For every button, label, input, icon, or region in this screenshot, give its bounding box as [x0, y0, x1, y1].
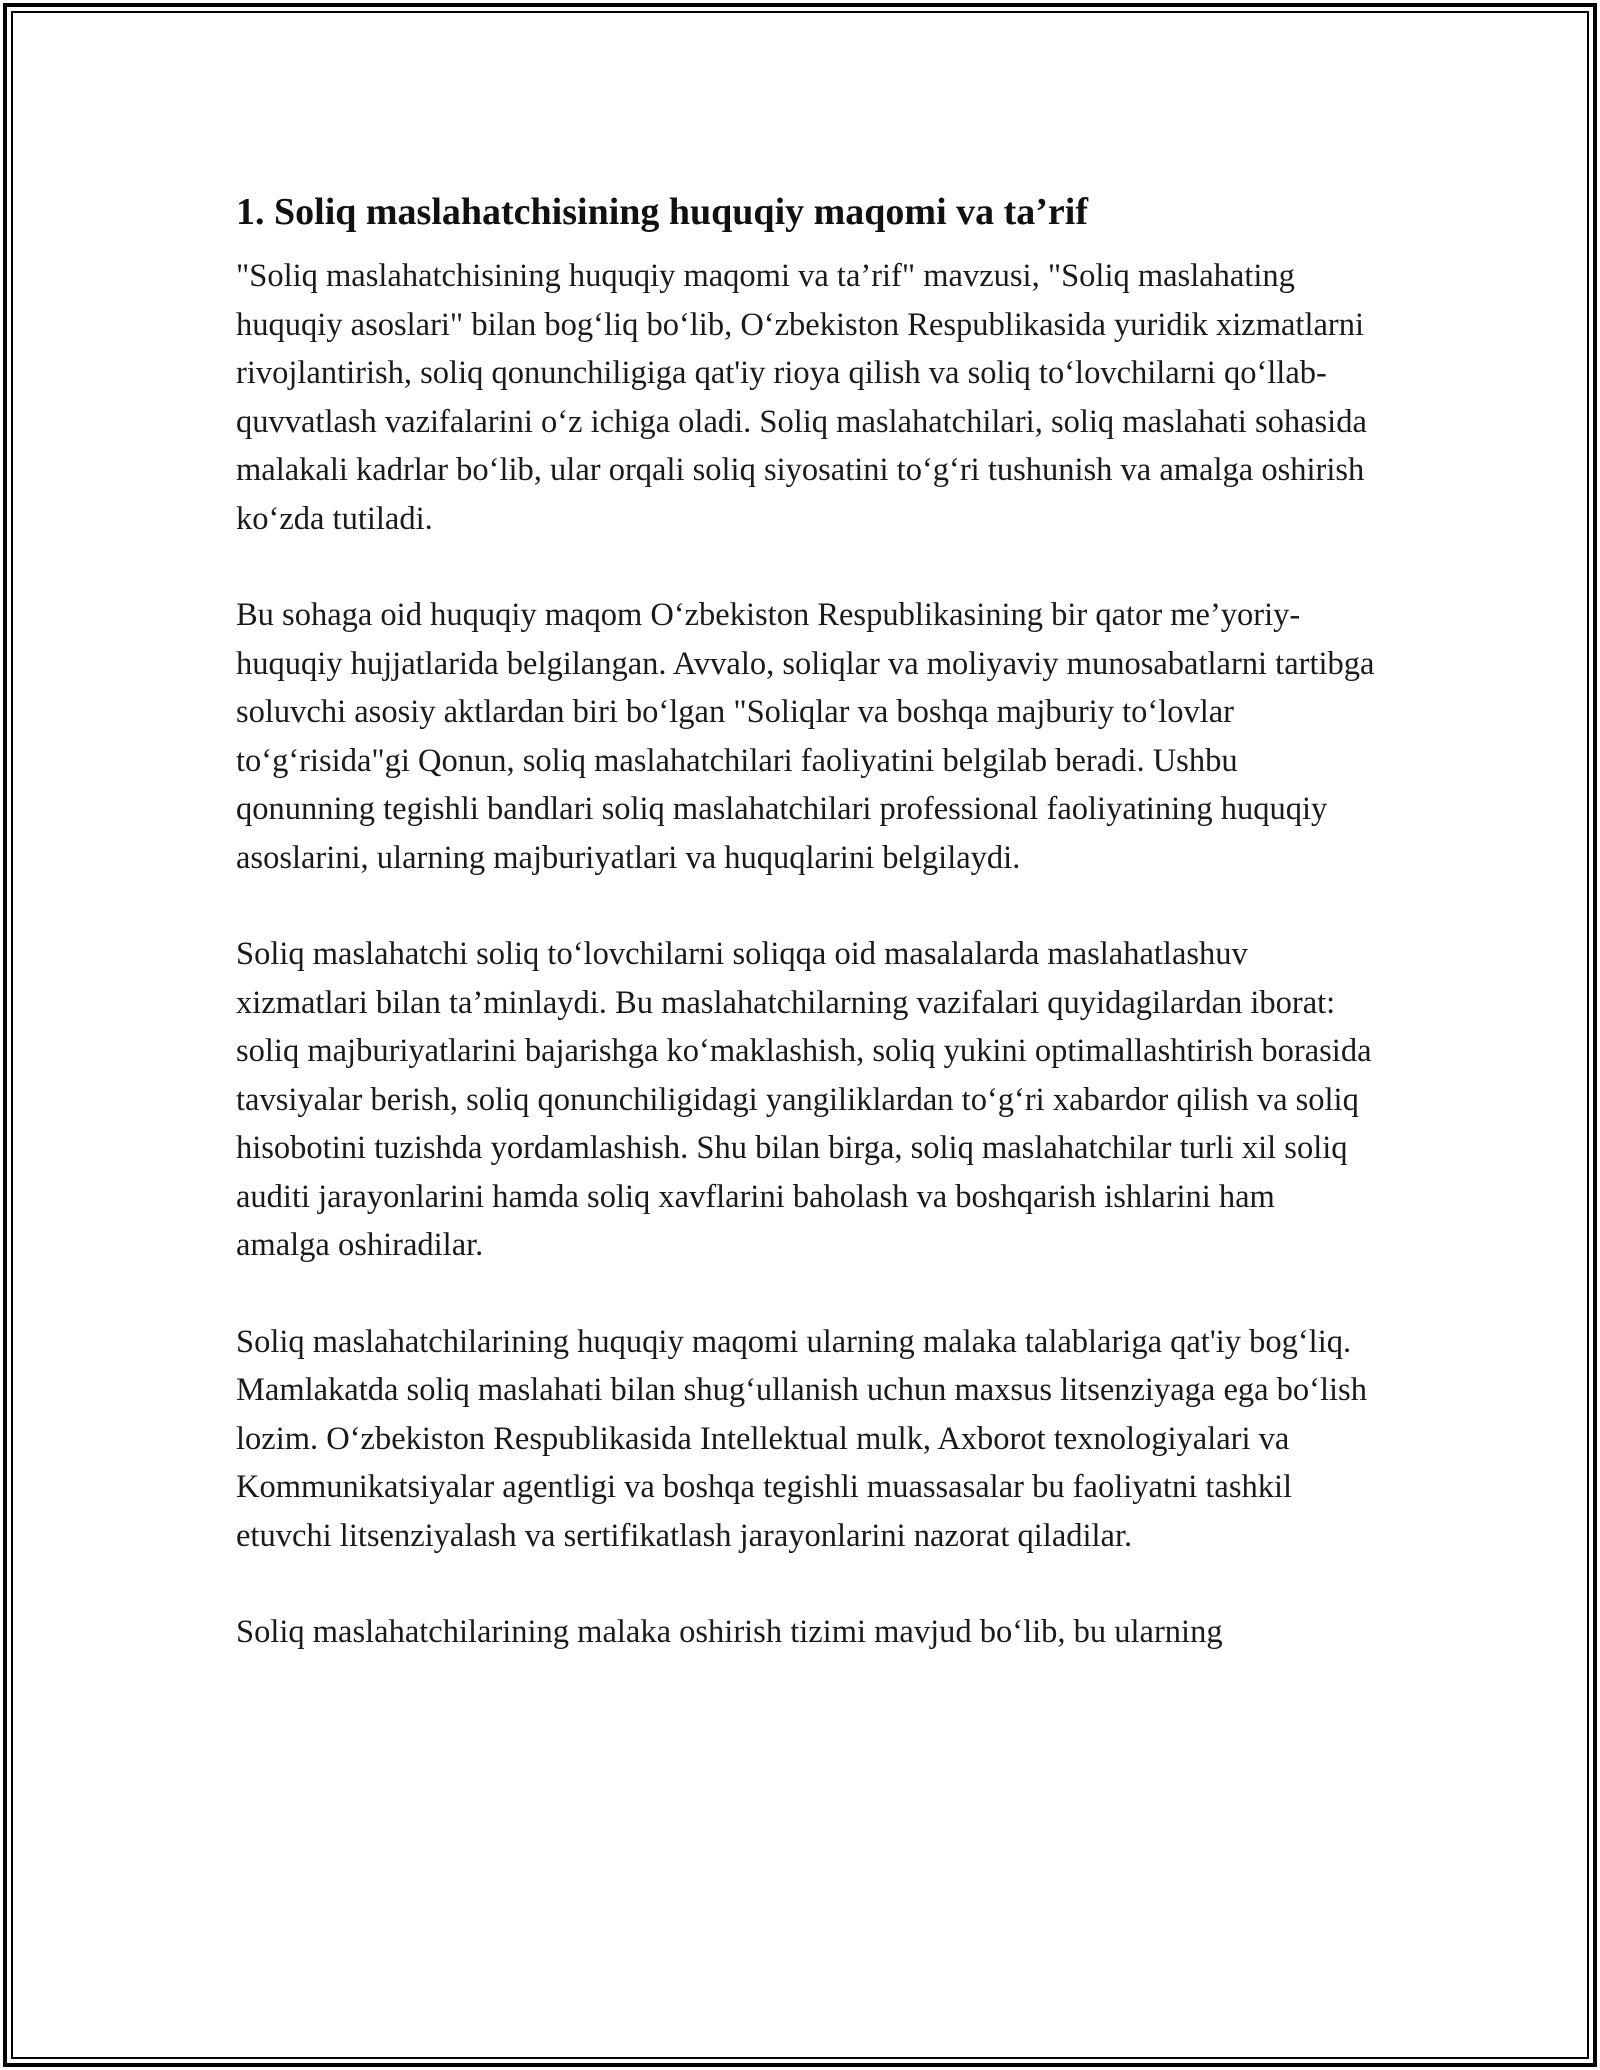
paragraph-4: Soliq maslahatchilarining huquqiy maqomi ularning malaka talablariga qat'iy bog‘liq. Mamlakatda soliq maslahati bilan shug‘ullanish uchun maxsus litsenziyaga ega bo‘lish lozim. O‘zbekiston Respublikasida Intellektual mulk, Axborot texnologiyalari va Kommunikatsiyalar agentligi va boshqa tegishli muassasalar bu faoliyatni tashkil etuvchi litsenziyalash va sertifikatlash jarayonlarini nazorat qiladilar. — [236, 1323, 1367, 1554]
paragraph-3: Soliq maslahatchi soliq to‘lovchilarni soliqqa oid masalalarda maslahatlashuv xizmatlari bilan ta’minlaydi. Bu maslahatchilarning vazifalari quyidagilardan iborat: soliq majburiyatlarini bajarishga ko‘maklashish, soliq yukini optimallashtirish borasida tavsiyalar berish, soliq qonunchiligidagi yangiliklardan to‘g‘ri xabardor qilish va soliq hisobotini tuzishda yordamlashish. Shu bilan birga, soliq maslahatchilar turli xil soliq auditi jarayonlarini hamda soliq xavflarini baholash va boshqarish ishlarini ham amalga oshiradilar. — [236, 936, 1372, 1263]
document-body — [236, 186, 1376, 1705]
section-heading: 1. Soliq maslahatchisining huquqiy maqomi va ta’rif — [236, 191, 1089, 233]
paragraph-1: "Soliq maslahatchisining huquqiy maqomi va ta’rif" mavzusi, "Soliq maslahating huquqiy asoslari" bilan bog‘liq bo‘lib, O‘zbekiston Respublikasida yuridik xizmatlarni rivojlantirish, soliq qonunchiligiga qat'iy rioya qilish va soliq to‘lovchilarni qo‘llab-quvvatlash vazifalarini o‘z ichiga oladi. Soliq maslahatchilari, soliq maslahati sohasida malakali kadrlar bo‘lib, ular orqali soliq siyosatini to‘g‘ri tushunish va amalga oshirish ko‘zda tutiladi. — [236, 258, 1367, 537]
paragraph-5: Soliq maslahatchilarining malaka oshirish tizimi mavjud bo‘lib, bu ularning — [236, 1614, 1223, 1650]
paragraph-2: Bu sohaga oid huquqiy maqom O‘zbekiston Respublikasining bir qator me’yoriy-huquqiy hujjatlarida belgilangan. Avvalo, soliqlar va moliyaviy munosabatlarni tartibga soluvchi asosiy aktlardan biri bo‘lgan "Soliqlar va boshqa majburiy to‘lovlar to‘g‘risida"gi Qonun, soliq maslahatchilari faoliyatini belgilab beradi. Ushbu qonunning tegishli bandlari soliq maslahatchilari professional faoliyatining huquqiy asoslarini, ularning majburiyatlari va huquqlarini belgilaydi. — [236, 597, 1375, 876]
